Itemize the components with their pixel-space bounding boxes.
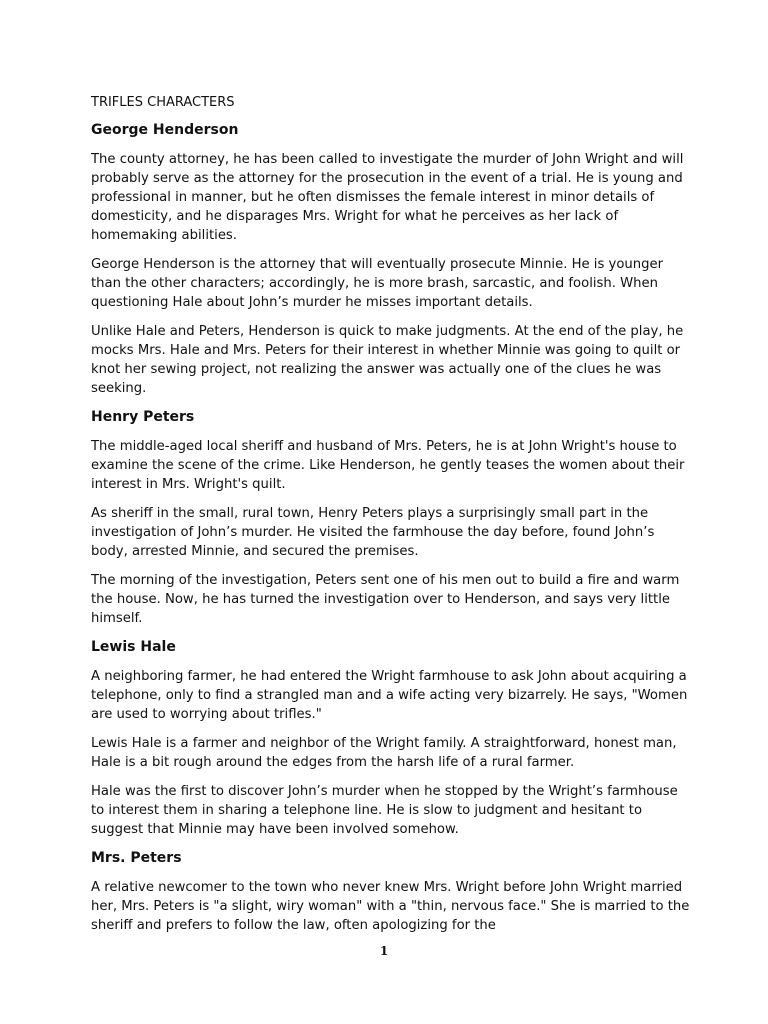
paragraph: A relative newcomer to the town who never knew Mrs. Wright before John Wright married her, Mrs. Peters is "a slight, wiry woman" with a "thin, nervous face." She is married to the sheriff and prefers to follow the law, often apologizing for the [91,880,690,933]
section-mrs-peters [91,849,691,935]
paragraph: The county attorney, he has been called to investigate the murder of John Wright and will probably serve as the attorney for the prosecution in the event of a trial. He is young and professional in manner, but he often dismisses the female interest in minor details of domesticity, and he disparages Mrs. Wright for what he perceives as her lack of homemaking abilities. [91,152,684,243]
section-lewis-hale [91,638,691,839]
paragraph: Lewis Hale is a farmer and neighbor of the Wright family. A straightforward, honest man, Hale is a bit rough around the edges from the harsh life of a rural farmer. [91,736,677,770]
paragraph: The morning of the investigation, Peters sent one of his men out to build a fire and warm the house. Now, he has turned the investigation over to Henderson, and says very little himself. [91,573,680,626]
document-title: TRIFLES CHARACTERS [91,95,235,110]
paragraph: Unlike Hale and Peters, Henderson is quick to make judgments. At the end of the play, he mocks Mrs. Hale and Mrs. Peters for their interest in whether Minnie was going to quilt or knot her sewing project, not realizing the answer was actually one of the clues he was seeking. [91,324,684,396]
document-page [91,90,691,945]
section-heading: Lewis Hale [91,639,176,655]
section-henry-peters [91,408,691,628]
paragraph: George Henderson is the attorney that will eventually prosecute Minnie. He is younger than the other characters; accordingly, he is more brash, sarcastic, and foolish. When questioning Hale about John’s murder he misses important details. [91,257,664,310]
paragraph: The middle-aged local sheriff and husband of Mrs. Peters, he is at John Wright's house to examine the scene of the crime. Like Henderson, he gently teases the women about their interest in Mrs. Wright's quilt. [91,439,685,492]
section-heading: Henry Peters [91,409,195,425]
paragraph: A neighboring farmer, he had entered the Wright farmhouse to ask John about acquiring a telephone, only to find a strangled man and a wife acting very bizarrely. He says, "Women are used to worrying about trifles." [91,669,688,722]
paragraph: Hale was the first to discover John’s murder when he stopped by the Wright’s farmhouse to interest them in sharing a telephone line. He is slow to judgment and hesitant to suggest that Minnie may have been involved somehow. [91,784,678,837]
paragraph: As sheriff in the small, rural town, Henry Peters plays a surprisingly small part in the investigation of John’s murder. He visited the farmhouse the day before, found John’s body, arrested Minnie, and secured the premises. [91,506,655,559]
section-george-henderson [91,121,691,398]
section-heading: George Henderson [91,122,239,138]
section-heading: Mrs. Peters [91,850,182,866]
page-number: 1 [379,944,389,958]
